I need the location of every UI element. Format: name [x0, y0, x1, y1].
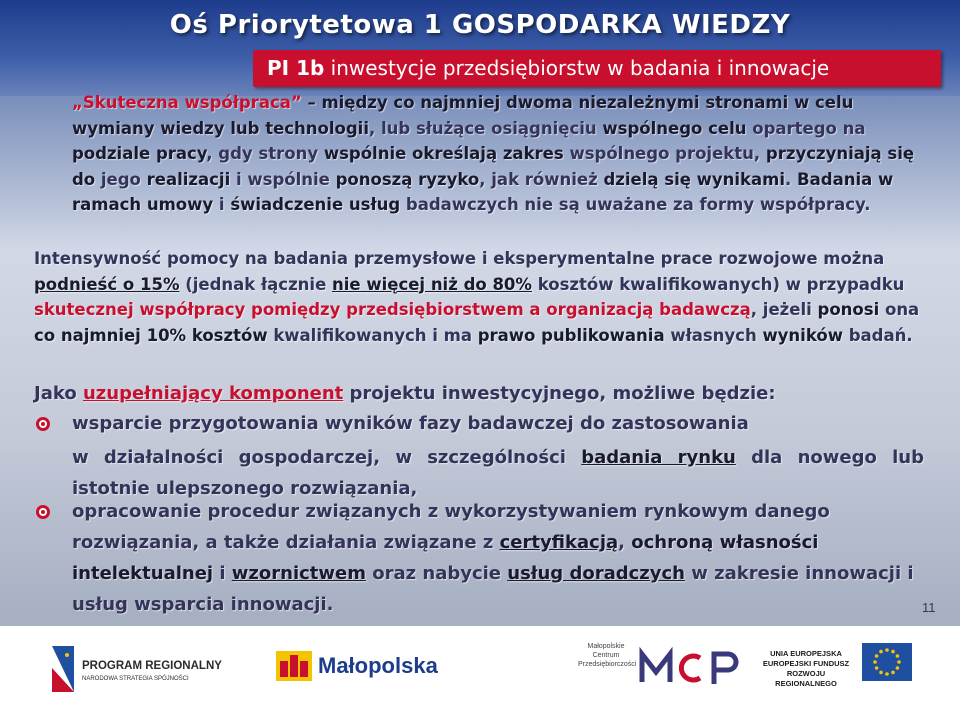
- text-span: jego: [95, 169, 147, 189]
- text-span: wspólnego celu: [602, 118, 747, 138]
- bullet-item: wsparcie przygotowania wyników fazy badawczej do zastosowania: [72, 413, 749, 434]
- text-span: badawczych nie są uważane za formy współpracy.: [400, 195, 871, 214]
- bullet-icon: [36, 417, 50, 431]
- slide-title: Oś Priorytetowa 1 GOSPODARKA WIEDZY: [169, 10, 791, 40]
- intensity-paragraph: [34, 246, 922, 348]
- text-span: oraz nabycie: [365, 563, 508, 584]
- text-span: wspólnie określają zakres: [323, 144, 564, 163]
- text-span: ochroną własności intelektualnej: [72, 532, 819, 584]
- text-span: wspólnego projektu,: [563, 144, 766, 163]
- malopolska-name: Małopolska: [318, 653, 438, 678]
- malopolska-crown-icon: [276, 651, 312, 681]
- eu-caption: [758, 649, 854, 689]
- text-span: opracowanie procedur związanych z wykorzystywaniem rynkowym danego rozwiązania, a także działania związane z: [72, 501, 830, 553]
- text-span: ona: [879, 300, 920, 319]
- text-span: świadczenie usług: [230, 195, 401, 214]
- text-span: podnieść o 15%: [34, 274, 180, 294]
- text-span: , jeżeli: [750, 300, 818, 319]
- text-span: wzornictwem: [231, 563, 366, 584]
- text-span: „Skuteczna współpraca”: [72, 93, 302, 112]
- text-span: nie więcej niż do 80%: [332, 274, 532, 294]
- text-span: Badania w ramach umowy: [72, 169, 894, 214]
- text-span: (jednak łącznie: [179, 274, 333, 294]
- text-span: certyfikacją: [499, 532, 619, 553]
- text-span: wyników: [762, 325, 843, 345]
- text-span: , lub służące osiągnięciu: [369, 118, 603, 138]
- text-span: własnych: [664, 325, 763, 345]
- eu-line: EUROPEJSKI FUNDUSZ: [762, 659, 850, 668]
- text-span: opartego na: [746, 118, 866, 138]
- text-span: Intensywność pomocy na badania przemysłowe i eksperymentalne prace rozwojowe można: [34, 249, 885, 268]
- text-span: wymiany wiedzy lub technologii: [72, 118, 369, 138]
- text-span: – między co najmniej dwoma niezależnymi stronami w celu: [301, 93, 854, 112]
- text-span: dla nowego lub istotnie ulepszonego rozwiązania,: [72, 447, 924, 499]
- bullet-icon: [36, 505, 50, 519]
- text-span: badań.: [842, 325, 913, 345]
- mcp-mark-icon: [638, 646, 748, 688]
- text-span: projektu inwestycyjnego, możliwe będzie:: [343, 383, 776, 404]
- text-span: przyczyniają się do: [72, 144, 915, 189]
- text-span: Jako: [34, 383, 83, 404]
- text-span: i: [213, 195, 231, 214]
- text-span: dzielą się wynikami: [603, 169, 786, 189]
- pr-flag-icon: [52, 646, 74, 692]
- text-span: w działalności gospodarczej, w szczególności: [72, 447, 582, 468]
- text-span: i wspólnie: [230, 169, 336, 189]
- subtitle-text: inwestycje przedsiębiorstw w badania i innowacje: [324, 56, 830, 80]
- bullet-continuation: [72, 442, 924, 504]
- text-span: realizacji: [146, 169, 231, 189]
- text-span: i: [213, 563, 232, 584]
- eu-flag-icon: [862, 643, 912, 681]
- mcp-caption: Małopolskie Centrum Przedsiębiorczości: [578, 643, 637, 668]
- text-span: .: [785, 169, 798, 189]
- text-span: , gdy strony: [206, 144, 324, 163]
- text-span: skutecznej współpracy pomiędzy przedsiębiorstwem a organizacją badawczą: [34, 300, 751, 319]
- eu-line: UNIA EUROPEJSKA: [770, 649, 842, 658]
- pr-title: PROGRAM REGIONALNY: [82, 660, 222, 672]
- component-intro: [34, 381, 922, 407]
- eu-line: ROZWOJU REGIONALNEGO: [775, 669, 837, 688]
- subtitle-code: PI 1b: [267, 56, 325, 80]
- text-span: ponosi: [817, 300, 880, 319]
- text-span: kosztów kwalifikowanych) w przypadku: [531, 274, 905, 294]
- text-span: kwalifikowanych i ma: [267, 325, 478, 345]
- text-span: badania rynku: [581, 447, 736, 468]
- bullet-item: [72, 496, 924, 620]
- text-span: ponoszą ryzyko: [335, 169, 480, 189]
- text-span: ,: [618, 532, 632, 553]
- page-number: 11: [922, 600, 936, 615]
- pr-subtitle: NARODOWA STRATEGIA SPÓJNOŚCI: [82, 676, 189, 682]
- text-span: usług doradczych: [507, 563, 685, 584]
- text-span: prawo publikowania: [477, 325, 665, 345]
- text-span: podziale pracy: [72, 144, 207, 163]
- definition-paragraph: [72, 90, 920, 218]
- text-span: uzupełniający komponent: [82, 383, 344, 404]
- text-span: , jak również: [479, 169, 604, 189]
- text-span: w zakresie innowacji i usług wsparcia innowacji.: [72, 563, 914, 615]
- text-span: co najmniej 10% kosztów: [34, 325, 268, 345]
